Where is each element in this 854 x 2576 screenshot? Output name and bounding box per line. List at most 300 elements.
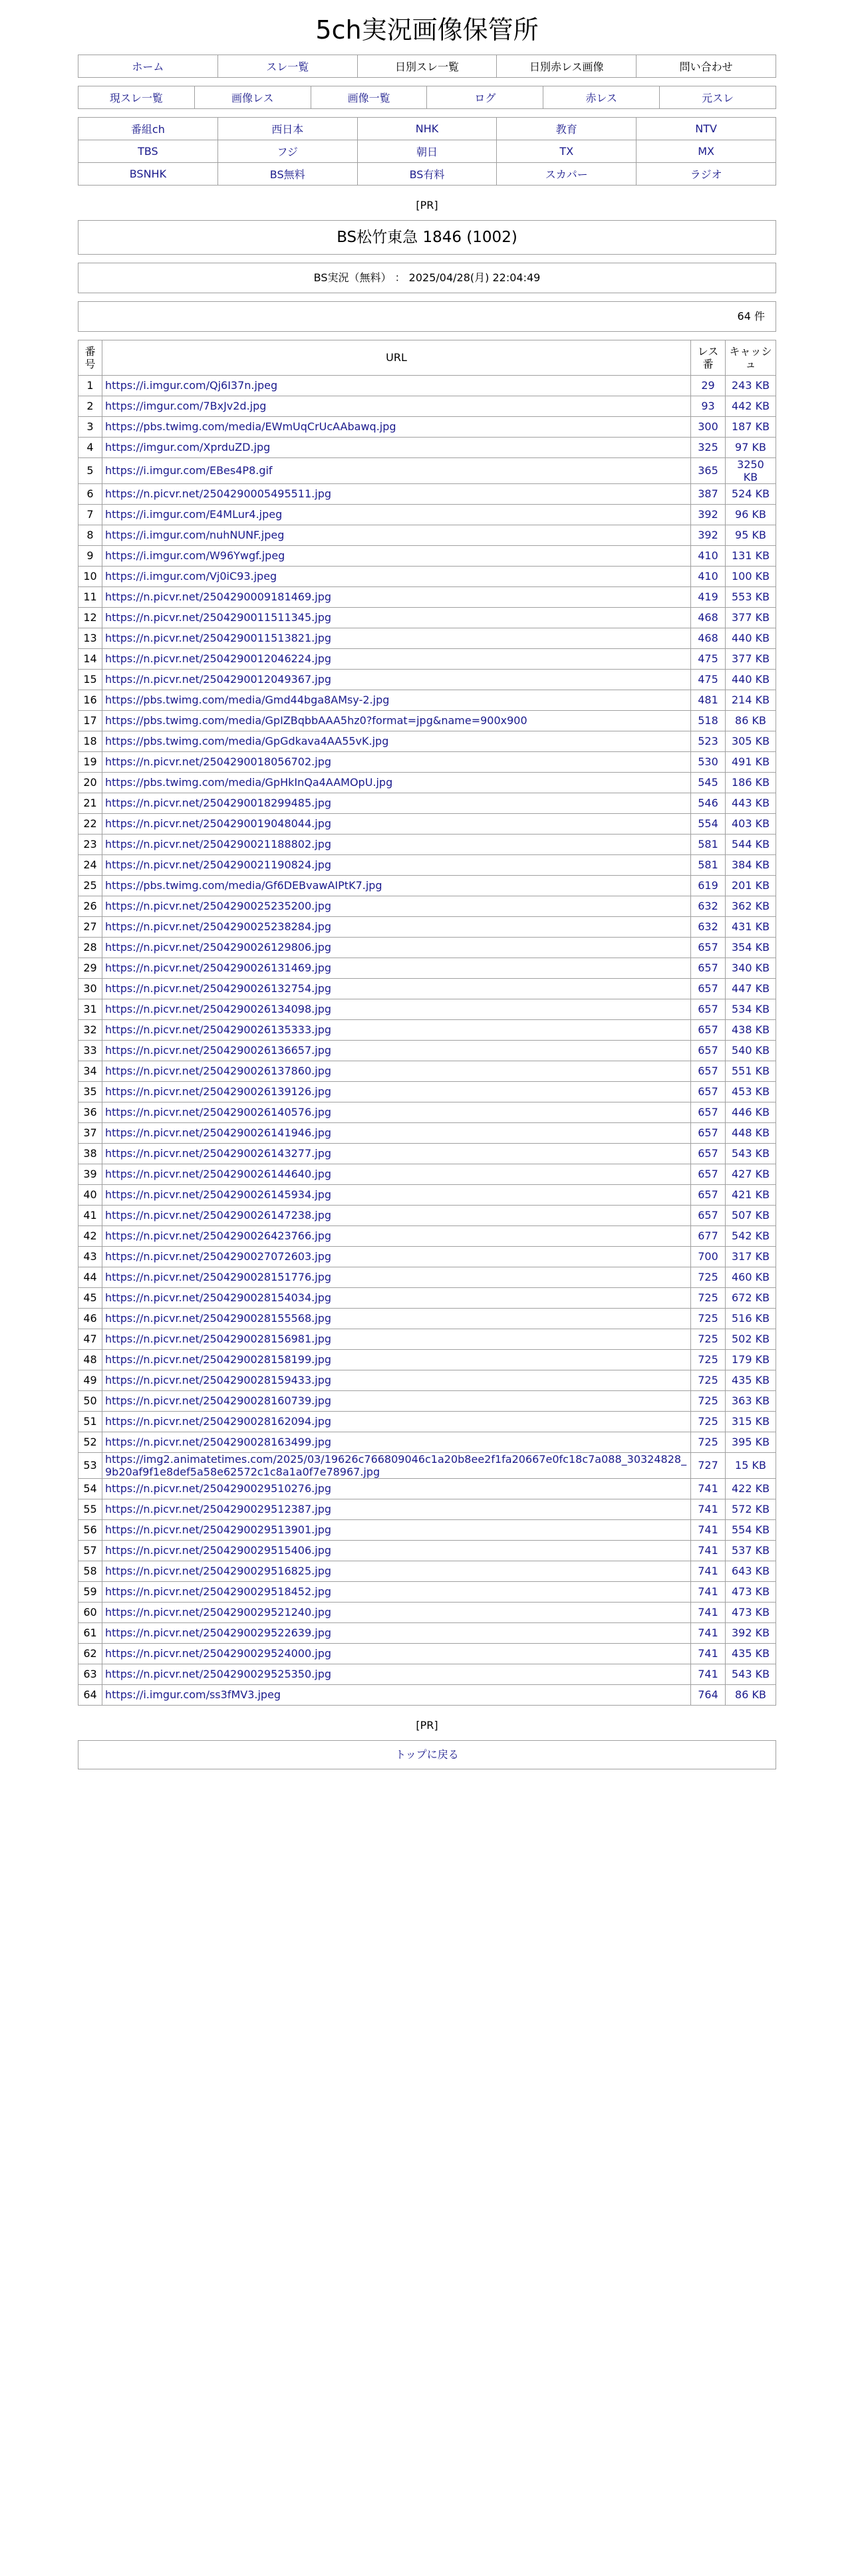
image-url-link[interactable]: https://pbs.twimg.com/media/EWmUqCrUcAAbawq.jpg — [102, 416, 691, 437]
row-number: 28 — [78, 937, 102, 958]
nav-thread-item[interactable]: ログ — [427, 86, 543, 108]
channel-link[interactable]: ラジオ — [637, 162, 776, 185]
pr-label-bottom: [PR] — [416, 1718, 438, 1732]
table-row — [78, 1499, 776, 1519]
cache-size-link[interactable]: 440 KB — [726, 628, 776, 648]
channel-link[interactable]: 教育 — [497, 117, 637, 140]
image-url-link[interactable]: https://n.picvr.net/2504290027072603.jpg — [102, 1246, 691, 1267]
res-number-link[interactable]: 545 — [691, 772, 726, 793]
row-number: 50 — [78, 1390, 102, 1411]
cache-size-link[interactable]: 443 KB — [726, 793, 776, 813]
row-number: 8 — [78, 525, 102, 545]
image-url-link[interactable]: https://n.picvr.net/2504290026129806.jpg — [102, 937, 691, 958]
cache-size-link[interactable]: 95 KB — [726, 525, 776, 545]
res-number-link[interactable]: 581 — [691, 854, 726, 875]
cache-size-link[interactable]: 553 KB — [726, 586, 776, 607]
res-number-link[interactable]: 546 — [691, 793, 726, 813]
cache-size-link[interactable]: 460 KB — [726, 1267, 776, 1287]
cache-size-link[interactable]: 507 KB — [726, 1205, 776, 1225]
res-number-link[interactable]: 725 — [691, 1308, 726, 1329]
res-number-link[interactable]: 725 — [691, 1267, 726, 1287]
cache-size-link[interactable]: 524 KB — [726, 483, 776, 504]
image-url-link[interactable]: https://n.picvr.net/2504290026143277.jpg — [102, 1143, 691, 1164]
table-row — [78, 1061, 776, 1081]
row-number: 41 — [78, 1205, 102, 1225]
cache-size-link[interactable]: 305 KB — [726, 731, 776, 751]
image-url-link[interactable]: https://imgur.com/XprduZD.jpg — [102, 437, 691, 457]
image-table — [78, 340, 776, 1706]
table-row — [78, 1184, 776, 1205]
res-number-link[interactable]: 657 — [691, 1061, 726, 1081]
res-number-link[interactable]: 657 — [691, 978, 726, 999]
res-number-link[interactable]: 530 — [691, 751, 726, 772]
image-url-link[interactable]: https://pbs.twimg.com/media/GpIZBqbbAAA5hz0?format=jpg&name=900x900 — [102, 710, 691, 731]
row-number: 2 — [78, 396, 102, 416]
channel-link[interactable]: スカパー — [497, 162, 637, 185]
table-row — [78, 628, 776, 648]
res-number-link[interactable]: 387 — [691, 483, 726, 504]
row-number: 52 — [78, 1432, 102, 1452]
cache-size-link[interactable]: 395 KB — [726, 1432, 776, 1452]
image-url-link[interactable]: https://n.picvr.net/2504290026132754.jpg — [102, 978, 691, 999]
image-url-link[interactable]: https://n.picvr.net/2504290029522639.jpg — [102, 1622, 691, 1643]
cache-size-link[interactable]: 491 KB — [726, 751, 776, 772]
image-url-link[interactable]: https://n.picvr.net/2504290028155568.jpg — [102, 1308, 691, 1329]
cache-size-link[interactable]: 362 KB — [726, 896, 776, 916]
res-number-link[interactable]: 325 — [691, 437, 726, 457]
image-url-link[interactable]: https://i.imgur.com/ss3fMV3.jpeg — [102, 1684, 691, 1705]
row-number: 48 — [78, 1349, 102, 1370]
image-url-link[interactable]: https://n.picvr.net/2504290025238284.jpg — [102, 916, 691, 937]
nav-thread-item[interactable]: 現スレ一覧 — [78, 86, 195, 108]
cache-size-link[interactable]: 440 KB — [726, 669, 776, 690]
table-row — [78, 1411, 776, 1432]
res-number-link[interactable]: 741 — [691, 1602, 726, 1622]
image-url-link[interactable]: https://n.picvr.net/2504290029524000.jpg — [102, 1643, 691, 1664]
res-number-link[interactable]: 725 — [691, 1287, 726, 1308]
image-url-link[interactable]: https://n.picvr.net/2504290026423766.jpg — [102, 1225, 691, 1246]
cache-size-link[interactable]: 516 KB — [726, 1308, 776, 1329]
res-number-link[interactable]: 657 — [691, 937, 726, 958]
res-number-link[interactable]: 741 — [691, 1519, 726, 1540]
image-count: 64 件 — [78, 301, 776, 332]
cache-size-link[interactable]: 392 KB — [726, 1622, 776, 1643]
image-url-link[interactable]: https://n.picvr.net/2504290029516825.jpg — [102, 1561, 691, 1581]
image-url-link[interactable]: https://pbs.twimg.com/media/GpHkInQa4AAMOpU.jpg — [102, 772, 691, 793]
image-url-link[interactable]: https://i.imgur.com/EBes4P8.gif — [102, 457, 691, 483]
image-url-link[interactable]: https://i.imgur.com/W96Ywgf.jpeg — [102, 545, 691, 566]
table-row — [78, 437, 776, 457]
cache-size-link[interactable]: 421 KB — [726, 1184, 776, 1205]
cache-size-link[interactable]: 363 KB — [726, 1390, 776, 1411]
image-url-link[interactable]: https://n.picvr.net/2504290026131469.jpg — [102, 958, 691, 978]
table-row — [78, 1143, 776, 1164]
table-row — [78, 999, 776, 1019]
res-number-link[interactable]: 657 — [691, 1102, 726, 1122]
image-url-link[interactable]: https://n.picvr.net/2504290018056702.jpg — [102, 751, 691, 772]
res-number-link[interactable]: 468 — [691, 607, 726, 628]
nav-top-item[interactable]: スレ一覧 — [217, 55, 357, 77]
res-number-link[interactable]: 657 — [691, 1019, 726, 1040]
channel-link[interactable]: BS無料 — [217, 162, 357, 185]
back-to-top-link[interactable]: トップに戻る — [78, 1740, 776, 1769]
cache-size-link[interactable]: 243 KB — [726, 375, 776, 396]
cache-size-link[interactable]: 201 KB — [726, 875, 776, 896]
image-url-link[interactable]: https://n.picvr.net/2504290028158199.jpg — [102, 1349, 691, 1370]
cache-size-link[interactable]: 96 KB — [726, 504, 776, 525]
top-nav — [78, 55, 776, 78]
res-number-link[interactable]: 764 — [691, 1684, 726, 1705]
image-url-link[interactable]: https://n.picvr.net/2504290026137860.jpg — [102, 1061, 691, 1081]
channel-link[interactable]: 朝日 — [357, 140, 497, 162]
image-url-link[interactable]: https://n.picvr.net/2504290029510276.jpg — [102, 1478, 691, 1499]
row-number: 14 — [78, 648, 102, 669]
table-row — [78, 483, 776, 504]
res-number-link[interactable]: 632 — [691, 916, 726, 937]
cache-size-link[interactable]: 15 KB — [726, 1452, 776, 1478]
image-url-link[interactable]: https://n.picvr.net/2504290021190824.jpg — [102, 854, 691, 875]
row-number: 61 — [78, 1622, 102, 1643]
res-number-link[interactable]: 523 — [691, 731, 726, 751]
table-row — [78, 813, 776, 834]
row-number: 35 — [78, 1081, 102, 1102]
res-number-link[interactable]: 392 — [691, 525, 726, 545]
res-number-link[interactable]: 657 — [691, 999, 726, 1019]
image-url-link[interactable]: https://i.imgur.com/Vj0iC93.jpeg — [102, 566, 691, 586]
res-number-link[interactable]: 725 — [691, 1432, 726, 1452]
cache-size-link[interactable]: 643 KB — [726, 1561, 776, 1581]
image-url-link[interactable]: https://n.picvr.net/2504290025235200.jpg — [102, 896, 691, 916]
table-row — [78, 1308, 776, 1329]
row-number: 9 — [78, 545, 102, 566]
row-number: 43 — [78, 1246, 102, 1267]
row-number: 59 — [78, 1581, 102, 1602]
channel-link[interactable]: BS有料 — [357, 162, 497, 185]
res-number-link[interactable]: 554 — [691, 813, 726, 834]
cache-size-link[interactable]: 435 KB — [726, 1370, 776, 1390]
res-number-link[interactable]: 657 — [691, 1205, 726, 1225]
image-url-link[interactable]: https://imgur.com/7BxJv2d.jpg — [102, 396, 691, 416]
res-number-link[interactable]: 741 — [691, 1664, 726, 1684]
res-number-link[interactable]: 419 — [691, 586, 726, 607]
cache-size-link[interactable]: 214 KB — [726, 690, 776, 710]
channel-link[interactable]: MX — [637, 140, 776, 162]
cache-size-link[interactable]: 446 KB — [726, 1102, 776, 1122]
cache-size-link[interactable]: 186 KB — [726, 772, 776, 793]
row-number: 47 — [78, 1329, 102, 1349]
nav-thread-item[interactable]: 画像一覧 — [311, 86, 427, 108]
channel-link[interactable]: BSNHK — [78, 162, 218, 185]
image-url-link[interactable]: https://i.imgur.com/nuhNUNF.jpeg — [102, 525, 691, 545]
image-url-link[interactable]: https://n.picvr.net/2504290028162094.jpg — [102, 1411, 691, 1432]
cache-size-link[interactable]: 572 KB — [726, 1499, 776, 1519]
row-number: 63 — [78, 1664, 102, 1684]
cache-size-link[interactable]: 422 KB — [726, 1478, 776, 1499]
nav-top-item[interactable]: 問い合わせ — [637, 55, 776, 77]
image-url-link[interactable]: https://n.picvr.net/2504290026139126.jpg — [102, 1081, 691, 1102]
cache-size-link[interactable]: 672 KB — [726, 1287, 776, 1308]
table-row — [78, 1622, 776, 1643]
table-row — [78, 669, 776, 690]
table-row — [78, 978, 776, 999]
cache-size-link[interactable]: 100 KB — [726, 566, 776, 586]
row-number: 13 — [78, 628, 102, 648]
nav-top-item[interactable]: 日別赤レス画像 — [497, 55, 637, 77]
nav-thread-item[interactable]: 赤レス — [543, 86, 660, 108]
image-url-link[interactable]: https://img2.animatetimes.com/2025/03/19626c766809046c1a20b8ee2f1fa20667e0fc18c7a088_30324828_9b20af9f1e8def5a58e62572c1c8a1a0f7e78967.jpg — [102, 1452, 691, 1478]
row-number: 33 — [78, 1040, 102, 1061]
table-row — [78, 834, 776, 854]
image-url-link[interactable]: https://n.picvr.net/2504290018299485.jpg — [102, 793, 691, 813]
image-url-link[interactable]: https://n.picvr.net/2504290019048044.jpg — [102, 813, 691, 834]
res-number-link[interactable]: 475 — [691, 669, 726, 690]
image-url-link[interactable]: https://n.picvr.net/2504290021188802.jpg — [102, 834, 691, 854]
cache-size-link[interactable]: 435 KB — [726, 1643, 776, 1664]
cache-size-link[interactable]: 473 KB — [726, 1581, 776, 1602]
cache-size-link[interactable]: 354 KB — [726, 937, 776, 958]
channel-link[interactable]: NTV — [637, 117, 776, 140]
image-url-link[interactable]: https://n.picvr.net/2504290009181469.jpg — [102, 586, 691, 607]
table-header-row — [78, 340, 776, 375]
image-url-link[interactable]: https://n.picvr.net/2504290029521240.jpg — [102, 1602, 691, 1622]
res-number-link[interactable]: 725 — [691, 1349, 726, 1370]
table-row — [78, 457, 776, 483]
cache-size-link[interactable]: 317 KB — [726, 1246, 776, 1267]
cache-size-link[interactable]: 540 KB — [726, 1040, 776, 1061]
row-number: 57 — [78, 1540, 102, 1561]
cache-size-link[interactable]: 448 KB — [726, 1122, 776, 1143]
row-number: 38 — [78, 1143, 102, 1164]
row-number: 30 — [78, 978, 102, 999]
channel-link[interactable]: TX — [497, 140, 637, 162]
cache-size-link[interactable]: 447 KB — [726, 978, 776, 999]
image-url-link[interactable]: https://n.picvr.net/2504290028163499.jpg — [102, 1432, 691, 1452]
res-number-link[interactable]: 700 — [691, 1246, 726, 1267]
channel-link[interactable]: 西日本 — [217, 117, 357, 140]
res-number-link[interactable]: 657 — [691, 1143, 726, 1164]
image-url-link[interactable]: https://n.picvr.net/2504290026140576.jpg — [102, 1102, 691, 1122]
image-url-link[interactable]: https://n.picvr.net/2504290026135333.jpg — [102, 1019, 691, 1040]
table-row — [78, 958, 776, 978]
image-url-link[interactable]: https://n.picvr.net/2504290028151776.jpg — [102, 1267, 691, 1287]
res-number-link[interactable]: 657 — [691, 1184, 726, 1205]
res-number-link[interactable]: 741 — [691, 1499, 726, 1519]
nav-thread-item[interactable]: 元スレ — [660, 86, 776, 108]
table-row — [78, 504, 776, 525]
res-number-link[interactable]: 481 — [691, 690, 726, 710]
cache-size-link[interactable]: 537 KB — [726, 1540, 776, 1561]
res-number-link[interactable]: 741 — [691, 1540, 726, 1561]
res-number-link[interactable]: 619 — [691, 875, 726, 896]
cache-size-link[interactable]: 86 KB — [726, 1684, 776, 1705]
res-number-link[interactable]: 581 — [691, 834, 726, 854]
image-url-link[interactable]: https://n.picvr.net/2504290026144640.jpg — [102, 1164, 691, 1184]
row-number: 5 — [78, 457, 102, 483]
cache-size-link[interactable]: 340 KB — [726, 958, 776, 978]
row-number: 37 — [78, 1122, 102, 1143]
row-number: 46 — [78, 1308, 102, 1329]
res-number-link[interactable]: 410 — [691, 545, 726, 566]
row-number: 45 — [78, 1287, 102, 1308]
image-url-link[interactable]: https://n.picvr.net/2504290011511345.jpg — [102, 607, 691, 628]
row-number: 23 — [78, 834, 102, 854]
res-number-link[interactable]: 725 — [691, 1411, 726, 1432]
table-row — [78, 375, 776, 396]
table-row — [78, 1287, 776, 1308]
res-number-link[interactable]: 657 — [691, 1040, 726, 1061]
table-row — [78, 1349, 776, 1370]
row-number: 36 — [78, 1102, 102, 1122]
nav-top-item[interactable]: 日別スレ一覧 — [357, 55, 497, 77]
cache-size-link[interactable]: 97 KB — [726, 437, 776, 457]
cache-size-link[interactable]: 403 KB — [726, 813, 776, 834]
image-url-link[interactable]: https://n.picvr.net/2504290026145934.jpg — [102, 1184, 691, 1205]
res-number-link[interactable]: 677 — [691, 1225, 726, 1246]
cache-size-link[interactable]: 543 KB — [726, 1143, 776, 1164]
res-number-link[interactable]: 518 — [691, 710, 726, 731]
table-row — [78, 525, 776, 545]
row-number: 17 — [78, 710, 102, 731]
image-url-link[interactable]: https://n.picvr.net/2504290029515406.jpg — [102, 1540, 691, 1561]
cache-size-link[interactable]: 131 KB — [726, 545, 776, 566]
cache-size-link[interactable]: 377 KB — [726, 648, 776, 669]
table-row — [78, 1390, 776, 1411]
table-row — [78, 1581, 776, 1602]
cache-size-link[interactable]: 377 KB — [726, 607, 776, 628]
res-number-link[interactable]: 632 — [691, 896, 726, 916]
page-container — [78, 15, 776, 1769]
res-number-link[interactable]: 410 — [691, 566, 726, 586]
image-url-link[interactable]: https://n.picvr.net/2504290012046224.jpg — [102, 648, 691, 669]
table-row — [78, 1684, 776, 1705]
table-row — [78, 1478, 776, 1499]
image-url-link[interactable]: https://pbs.twimg.com/media/GpGdkava4AA55vK.jpg — [102, 731, 691, 751]
res-number-link[interactable]: 725 — [691, 1329, 726, 1349]
table-row — [78, 1164, 776, 1184]
cache-size-link[interactable]: 544 KB — [726, 834, 776, 854]
res-number-link[interactable]: 725 — [691, 1390, 726, 1411]
res-number-link[interactable]: 727 — [691, 1452, 726, 1478]
image-url-link[interactable]: https://n.picvr.net/2504290005495511.jpg — [102, 483, 691, 504]
table-row — [78, 648, 776, 669]
row-number: 27 — [78, 916, 102, 937]
res-number-link[interactable]: 657 — [691, 1122, 726, 1143]
table-row — [78, 1122, 776, 1143]
cache-size-link[interactable]: 473 KB — [726, 1602, 776, 1622]
nav-top-item[interactable]: ホーム — [78, 55, 218, 77]
res-number-link[interactable]: 392 — [691, 504, 726, 525]
cache-size-link[interactable]: 551 KB — [726, 1061, 776, 1081]
image-url-link[interactable]: https://pbs.twimg.com/media/Gf6DEBvawAIPtK7.jpg — [102, 875, 691, 896]
cache-size-link[interactable]: 543 KB — [726, 1664, 776, 1684]
res-number-link[interactable]: 93 — [691, 396, 726, 416]
channel-link[interactable]: フジ — [217, 140, 357, 162]
cache-size-link[interactable]: 542 KB — [726, 1225, 776, 1246]
row-number: 39 — [78, 1164, 102, 1184]
image-url-link[interactable]: https://n.picvr.net/2504290029525350.jpg — [102, 1664, 691, 1684]
cache-size-link[interactable]: 427 KB — [726, 1164, 776, 1184]
cache-size-link[interactable]: 315 KB — [726, 1411, 776, 1432]
image-url-link[interactable]: https://n.picvr.net/2504290026147238.jpg — [102, 1205, 691, 1225]
res-number-link[interactable]: 725 — [691, 1370, 726, 1390]
cache-size-link[interactable]: 554 KB — [726, 1519, 776, 1540]
row-number: 32 — [78, 1019, 102, 1040]
image-url-link[interactable]: https://n.picvr.net/2504290029518452.jpg — [102, 1581, 691, 1602]
row-number: 3 — [78, 416, 102, 437]
site-title: 5ch実況画像保管所 — [315, 15, 539, 45]
image-url-link[interactable]: https://n.picvr.net/2504290029513901.jpg — [102, 1519, 691, 1540]
image-url-link[interactable]: https://n.picvr.net/2504290028154034.jpg — [102, 1287, 691, 1308]
channel-link[interactable]: 番組ch — [78, 117, 218, 140]
res-number-link[interactable]: 741 — [691, 1622, 726, 1643]
res-number-link[interactable]: 657 — [691, 1081, 726, 1102]
table-row — [78, 1040, 776, 1061]
table-row — [78, 607, 776, 628]
res-number-link[interactable]: 468 — [691, 628, 726, 648]
channel-nav — [78, 117, 776, 186]
image-url-link[interactable]: https://n.picvr.net/2504290028159433.jpg — [102, 1370, 691, 1390]
image-url-link[interactable]: https://n.picvr.net/2504290012049367.jpg — [102, 669, 691, 690]
table-row — [78, 1540, 776, 1561]
cache-size-link[interactable]: 453 KB — [726, 1081, 776, 1102]
res-number-link[interactable]: 741 — [691, 1581, 726, 1602]
res-number-link[interactable]: 475 — [691, 648, 726, 669]
res-number-link[interactable]: 365 — [691, 457, 726, 483]
cache-size-link[interactable]: 442 KB — [726, 396, 776, 416]
res-number-link[interactable]: 741 — [691, 1561, 726, 1581]
res-number-link[interactable]: 657 — [691, 958, 726, 978]
res-number-link[interactable]: 300 — [691, 416, 726, 437]
row-number: 31 — [78, 999, 102, 1019]
cache-size-link[interactable]: 384 KB — [726, 854, 776, 875]
image-url-link[interactable]: https://i.imgur.com/Qj6I37n.jpeg — [102, 375, 691, 396]
row-number: 20 — [78, 772, 102, 793]
image-url-link[interactable]: https://pbs.twimg.com/media/Gmd44bga8AMsy-2.jpg — [102, 690, 691, 710]
row-number: 58 — [78, 1561, 102, 1581]
image-url-link[interactable]: https://n.picvr.net/2504290026136657.jpg — [102, 1040, 691, 1061]
image-url-link[interactable]: https://n.picvr.net/2504290028156981.jpg — [102, 1329, 691, 1349]
cache-size-link[interactable]: 534 KB — [726, 999, 776, 1019]
table-row — [78, 1102, 776, 1122]
cache-size-link[interactable]: 86 KB — [726, 710, 776, 731]
res-number-link[interactable]: 741 — [691, 1478, 726, 1499]
cache-size-link[interactable]: 187 KB — [726, 416, 776, 437]
image-url-link[interactable]: https://n.picvr.net/2504290026141946.jpg — [102, 1122, 691, 1143]
image-url-link[interactable]: https://n.picvr.net/2504290028160739.jpg — [102, 1390, 691, 1411]
cache-size-link[interactable]: 179 KB — [726, 1349, 776, 1370]
channel-link[interactable]: NHK — [357, 117, 497, 140]
table-row — [78, 937, 776, 958]
image-url-link[interactable]: https://n.picvr.net/2504290011513821.jpg — [102, 628, 691, 648]
res-number-link[interactable]: 29 — [691, 375, 726, 396]
table-row — [78, 416, 776, 437]
header-res: レス番 — [691, 340, 726, 375]
row-number: 53 — [78, 1452, 102, 1478]
row-number: 21 — [78, 793, 102, 813]
cache-size-link[interactable]: 438 KB — [726, 1019, 776, 1040]
cache-size-link[interactable]: 431 KB — [726, 916, 776, 937]
cache-size-link[interactable]: 3250 KB — [726, 457, 776, 483]
image-url-link[interactable]: https://n.picvr.net/2504290029512387.jpg — [102, 1499, 691, 1519]
image-url-link[interactable]: https://i.imgur.com/E4MLur4.jpeg — [102, 504, 691, 525]
row-number: 29 — [78, 958, 102, 978]
image-url-link[interactable]: https://n.picvr.net/2504290026134098.jpg — [102, 999, 691, 1019]
nav-thread-item[interactable]: 画像レス — [194, 86, 311, 108]
channel-link[interactable]: TBS — [78, 140, 218, 162]
cache-size-link[interactable]: 502 KB — [726, 1329, 776, 1349]
res-number-link[interactable]: 741 — [691, 1643, 726, 1664]
res-number-link[interactable]: 657 — [691, 1164, 726, 1184]
